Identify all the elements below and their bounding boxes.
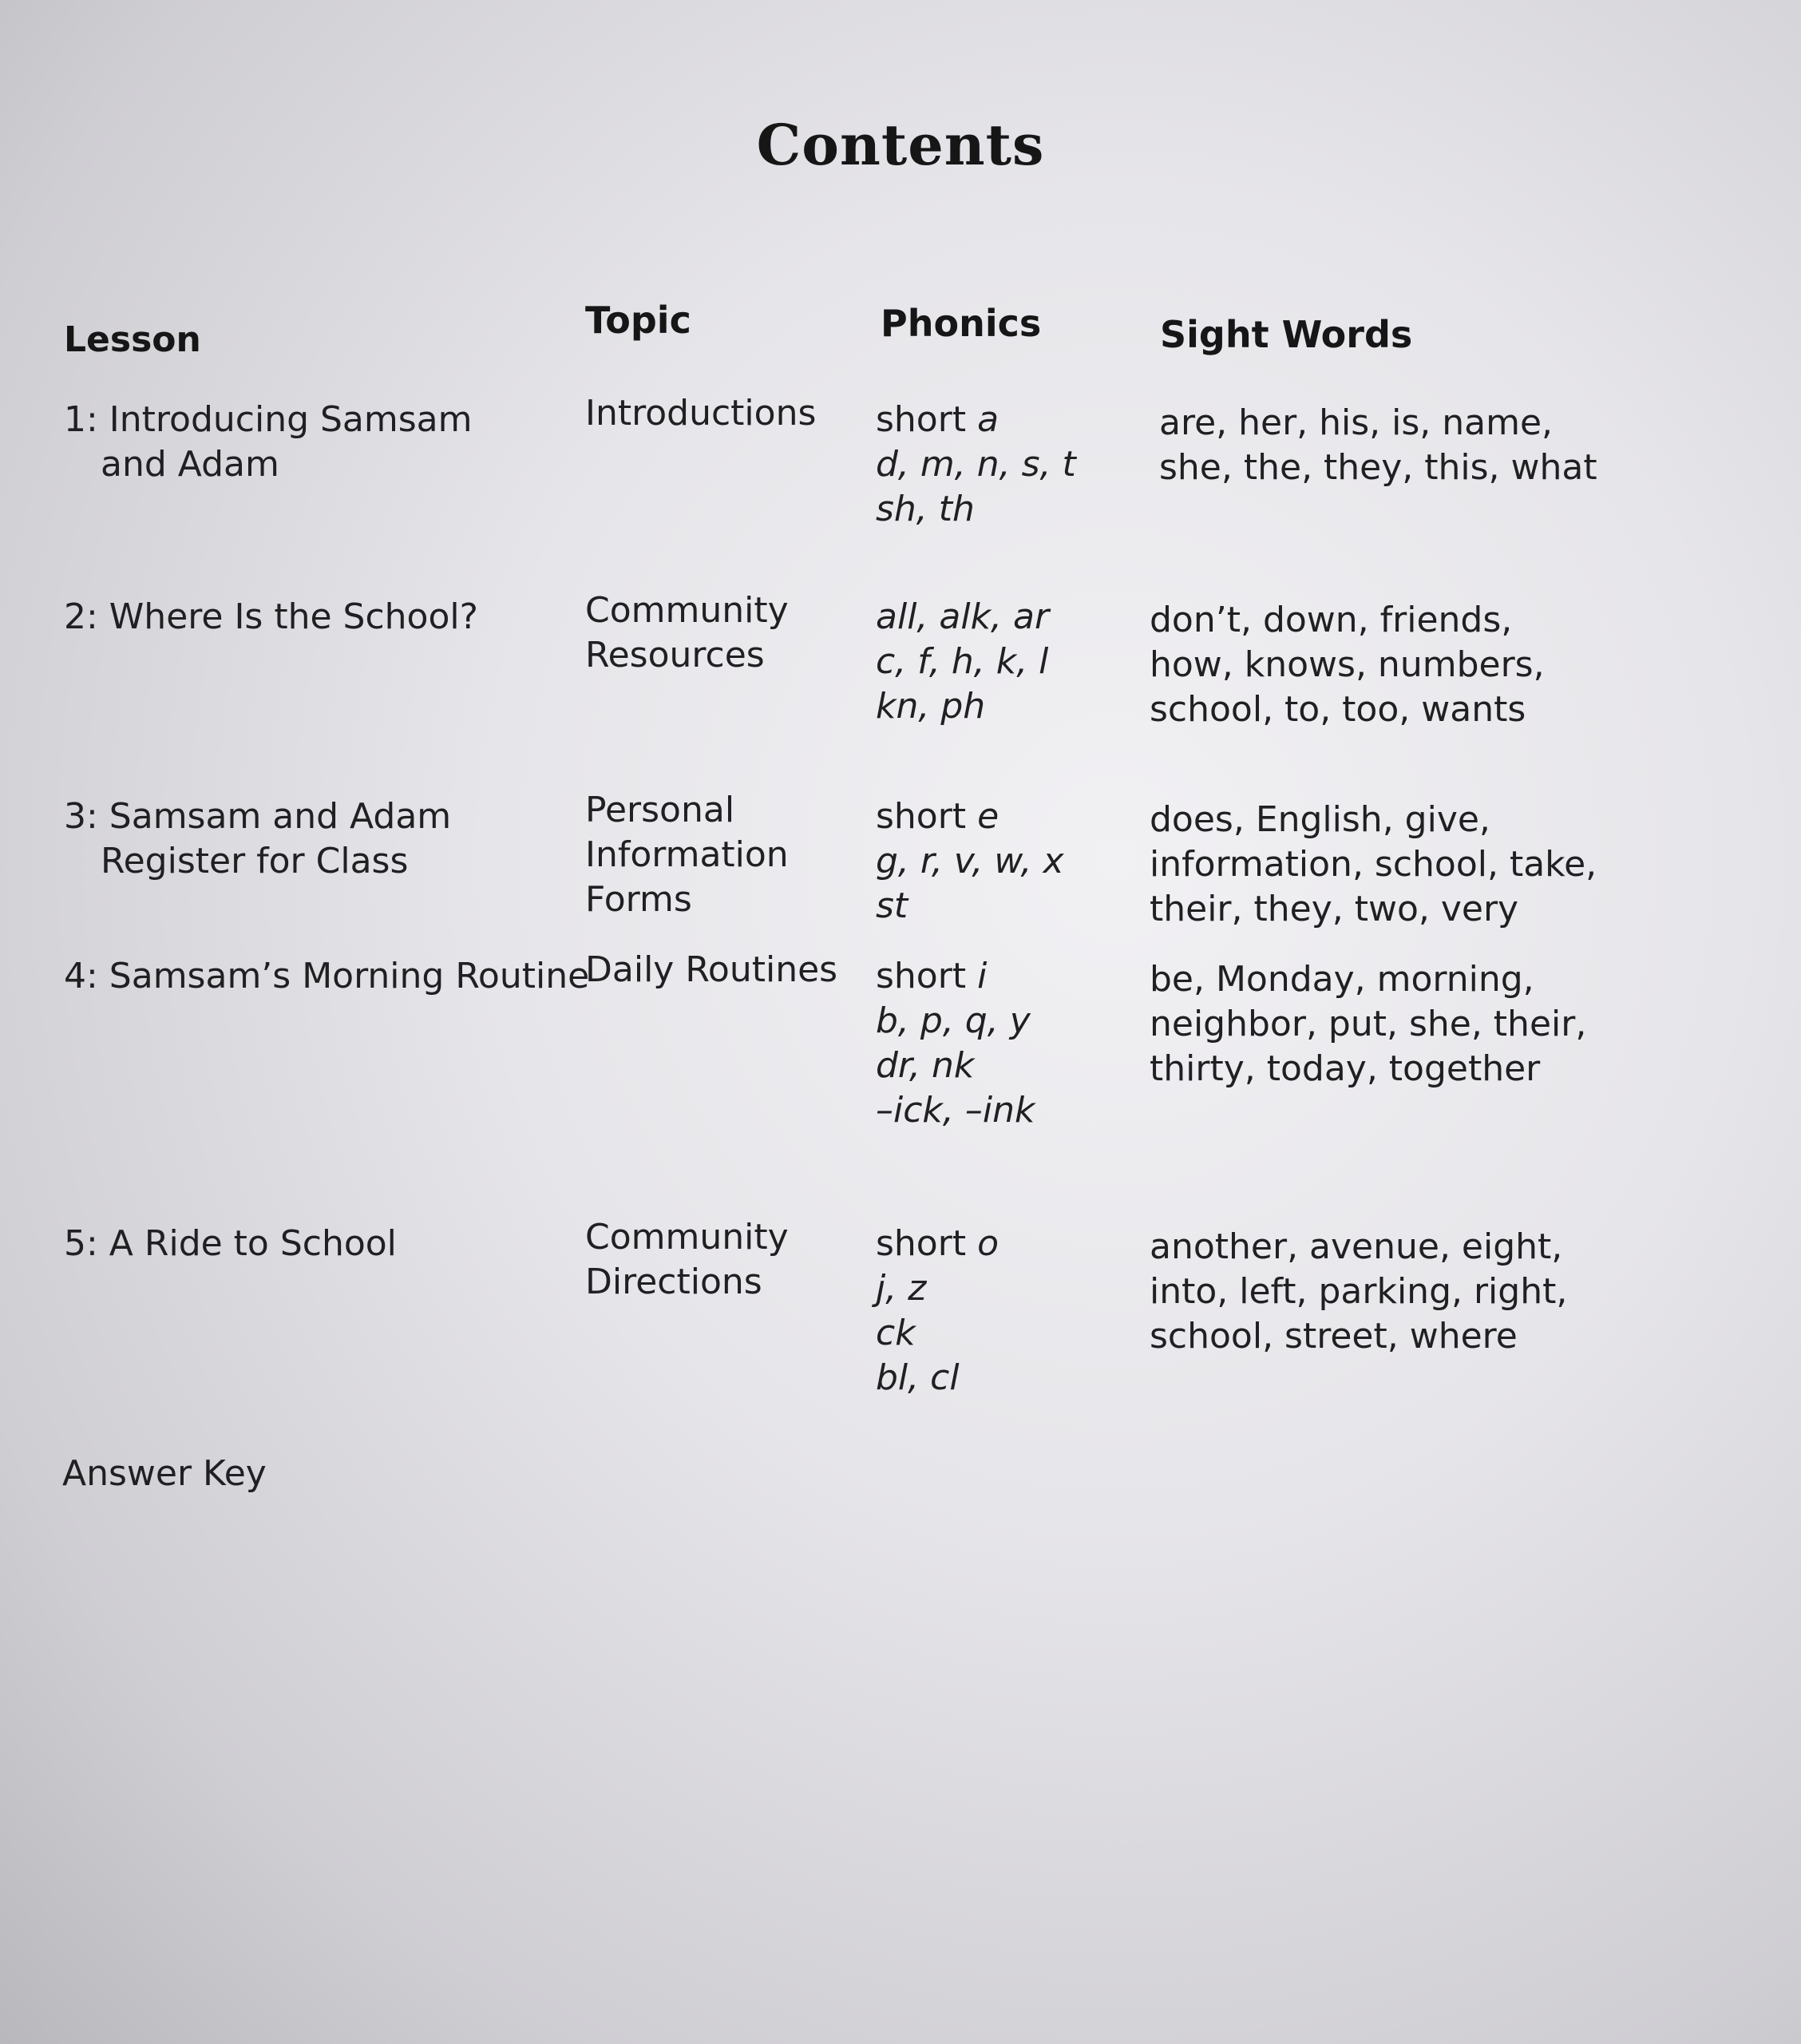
sight-words-line: information, school, take, bbox=[1150, 844, 1597, 885]
sight-words-line: another, avenue, eight, bbox=[1150, 1226, 1563, 1267]
topic-line: Daily Routines bbox=[585, 949, 838, 990]
phonics-sound: o bbox=[977, 1223, 999, 1264]
phonics-line: g, r, v, w, x bbox=[876, 841, 1064, 881]
lesson-line: 4: Samsam’s Morning Routine bbox=[64, 956, 590, 996]
phonics-line: st bbox=[876, 885, 908, 926]
header-phonics: Phonics bbox=[881, 302, 1042, 345]
topic-line: Directions bbox=[585, 1262, 762, 1302]
sight-words-line: be, Monday, morning, bbox=[1150, 959, 1534, 1000]
phonics-line: bl, cl bbox=[876, 1357, 960, 1398]
sight-words-line: she, the, they, this, what bbox=[1159, 447, 1597, 488]
sight-words-cell bbox=[1159, 401, 1597, 490]
sight-words-line: thirty, today, together bbox=[1150, 1048, 1541, 1089]
sight-words-line: school, street, where bbox=[1150, 1316, 1518, 1357]
phonics-sound: i bbox=[977, 956, 988, 996]
topic-line: Personal bbox=[585, 790, 735, 830]
lesson-line: and Adam bbox=[101, 444, 279, 485]
lesson-cell bbox=[64, 398, 473, 487]
phonics-line: ck bbox=[876, 1313, 916, 1353]
phonics-line: dr, nk bbox=[876, 1045, 975, 1086]
phonics-sound: all, alk, ar bbox=[876, 596, 1050, 637]
sight-words-line: into, left, parking, right, bbox=[1150, 1271, 1568, 1312]
lesson-cell bbox=[64, 954, 589, 999]
phonics-line bbox=[876, 398, 1076, 442]
phonics-cell bbox=[876, 398, 1076, 532]
topic-cell bbox=[585, 588, 789, 678]
sight-words-line: their, they, two, very bbox=[1150, 889, 1519, 929]
lesson-cell bbox=[64, 1222, 397, 1266]
phonics-line bbox=[876, 794, 1064, 839]
sight-words-cell bbox=[1150, 1225, 1567, 1359]
answer-key-entry: Answer Key bbox=[62, 1453, 267, 1494]
phonics-line: j, z bbox=[876, 1268, 927, 1309]
topic-line: Information bbox=[585, 834, 789, 875]
phonics-cell bbox=[876, 595, 1049, 729]
phonics-line bbox=[876, 595, 1049, 640]
topic-cell bbox=[585, 948, 837, 992]
header-topic: Topic bbox=[585, 299, 691, 342]
phonics-line: b, p, q, y bbox=[876, 1000, 1031, 1041]
page-title: Contents bbox=[756, 112, 1045, 178]
lesson-line: 2: Where Is the School? bbox=[64, 596, 478, 637]
topic-line: Community bbox=[585, 590, 789, 631]
header-lesson: Lesson bbox=[64, 319, 201, 360]
phonics-line: kn, ph bbox=[876, 686, 986, 727]
phonics-prefix: short bbox=[876, 956, 978, 996]
phonics-line: d, m, n, s, t bbox=[876, 444, 1076, 485]
sight-words-cell bbox=[1150, 798, 1597, 932]
phonics-cell bbox=[876, 794, 1064, 929]
phonics-sound: e bbox=[977, 796, 999, 837]
header-sight-words: Sight Words bbox=[1160, 313, 1413, 356]
phonics-line bbox=[876, 954, 1035, 999]
phonics-cell bbox=[876, 954, 1035, 1133]
topic-cell bbox=[585, 1215, 789, 1305]
lesson-line: Register for Class bbox=[101, 841, 409, 881]
phonics-prefix: short bbox=[876, 1223, 978, 1264]
sight-words-cell bbox=[1150, 598, 1545, 732]
sight-words-line: does, English, give, bbox=[1150, 799, 1490, 840]
topic-line: Resources bbox=[585, 635, 765, 675]
lesson-cell bbox=[64, 595, 478, 640]
topic-line: Introductions bbox=[585, 393, 817, 434]
lesson-line: 3: Samsam and Adam bbox=[64, 796, 452, 837]
sight-words-line: neighbor, put, she, their, bbox=[1150, 1004, 1587, 1044]
sight-words-line: are, her, his, is, name, bbox=[1159, 402, 1554, 443]
phonics-prefix: short bbox=[876, 399, 978, 440]
phonics-prefix: short bbox=[876, 796, 978, 837]
phonics-line: c, f, h, k, l bbox=[876, 641, 1049, 682]
phonics-line: sh, th bbox=[876, 489, 975, 529]
phonics-line bbox=[876, 1222, 999, 1266]
lesson-cell bbox=[64, 794, 451, 884]
phonics-line: –ick, –ink bbox=[876, 1090, 1035, 1131]
sight-words-line: don’t, down, friends, bbox=[1150, 600, 1513, 640]
lesson-line: 5: A Ride to School bbox=[64, 1223, 397, 1264]
phonics-cell bbox=[876, 1222, 999, 1400]
sight-words-line: how, knows, numbers, bbox=[1150, 644, 1545, 685]
lesson-line: 1: Introducing Samsam bbox=[64, 399, 473, 440]
topic-cell bbox=[585, 788, 789, 922]
topic-line: Forms bbox=[585, 879, 692, 920]
sight-words-line: school, to, too, wants bbox=[1150, 689, 1526, 730]
topic-line: Community bbox=[585, 1217, 789, 1258]
topic-cell bbox=[585, 391, 816, 436]
phonics-sound: a bbox=[977, 399, 999, 440]
sight-words-cell bbox=[1150, 957, 1586, 1091]
